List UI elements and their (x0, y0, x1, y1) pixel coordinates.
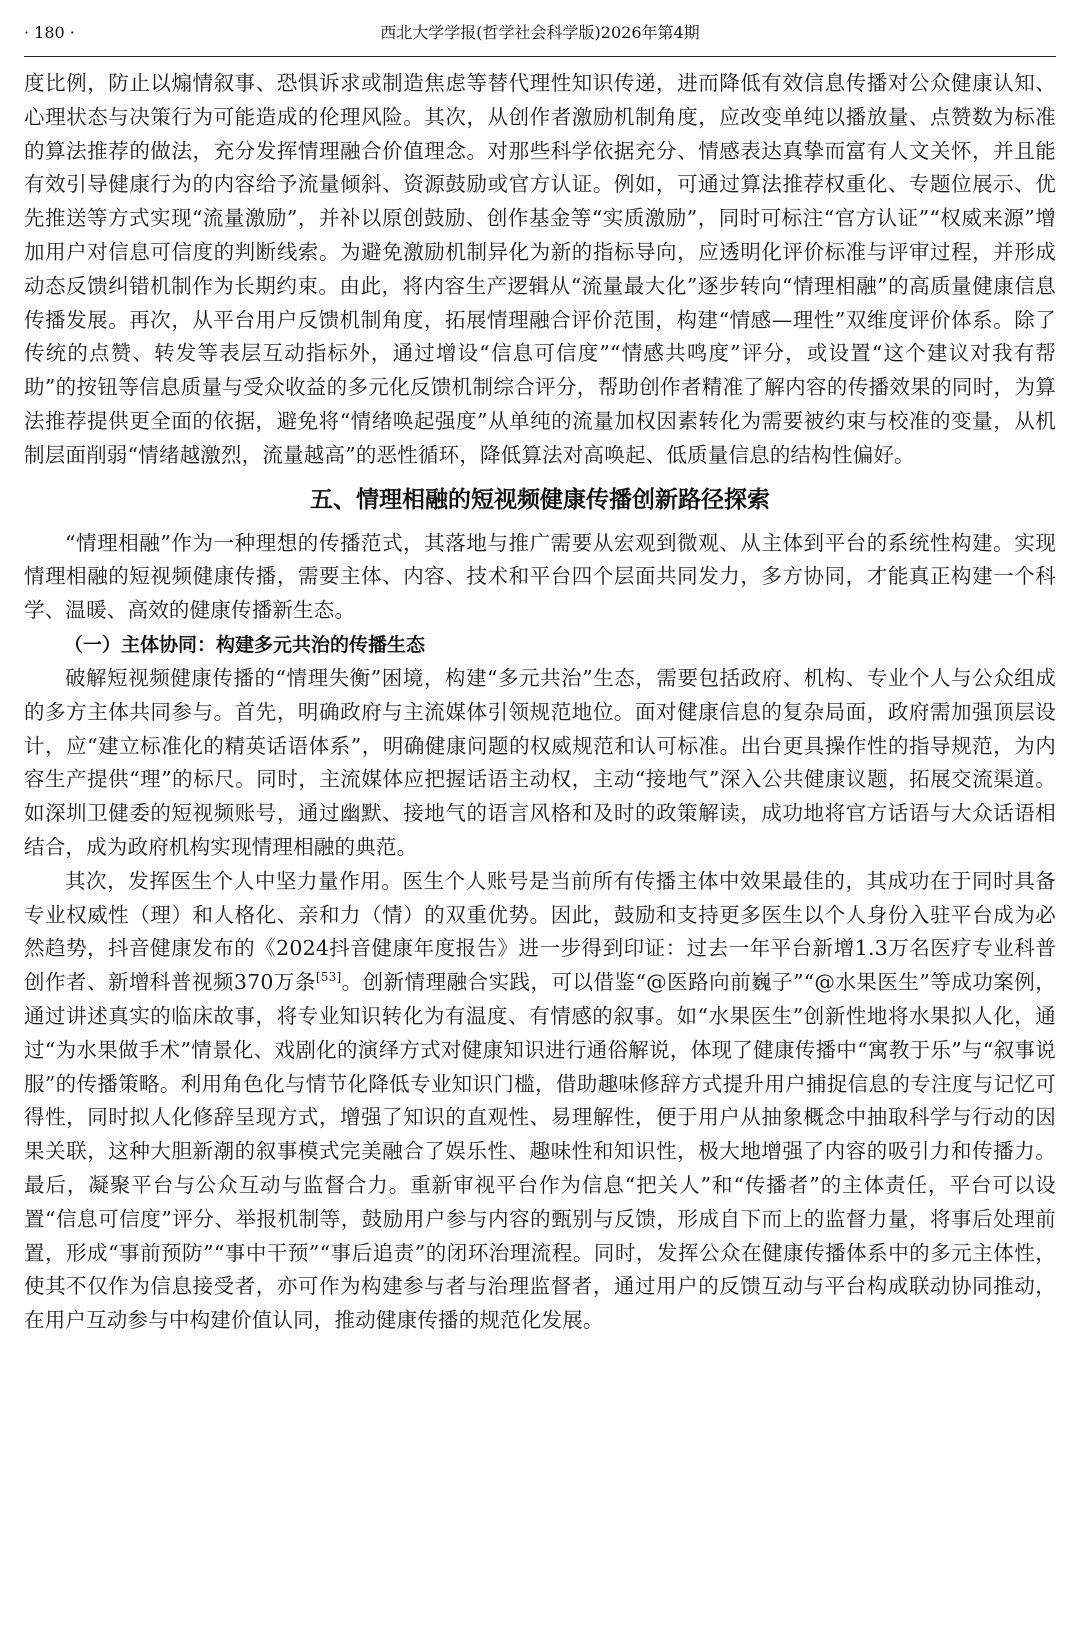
page-number: · 180 · (24, 23, 75, 42)
section-heading: 五、情理相融的短视频健康传播创新路径探索 (310, 486, 770, 513)
header-rule (24, 56, 1056, 57)
journal-title: 西北大学学报(哲学社会科学版)2026年第4期 (380, 23, 700, 42)
running-header (24, 18, 1056, 48)
paragraph-text-part-b: 。创新情理融合实践，可以借鉴“@医路向前巍子”“@水果医生”等成功案例，通过讲述真实的临床故事，将专业知识转化为有温度、有情感的叙事。如“水果医生”创新性地将水果拟人化，通过“为水果做手术”情景化、戏剧化的演绎方式对健康知识进行通俗解说，体现了健康传播中“寓教于乐”与“叙事说服”的传播策略。利用角色化与情节化降低专业知识门槛，借助趣味修辞方式提升用户捕捉信息的专注度与记忆可得性，同时拟人化修辞呈现方式，增强了知识的直观性、易理解性，便于用户从抽象概念中抽取科学与行动的因果关联，这种大胆新潮的叙事模式完美融合了娱乐性、趣味性和知识性，极大地增强了内容的吸引力和传播力。最后，凝聚平台与公众互动与监督合力。重新审视平台作为信息“把关人”和“传播者”的主体责任，平台可以设置“信息可信度”评分、举报机制等，鼓励用户参与内容的甄别与反馈，形成自下而上的监督力量，将事后处理前置，形成“事前预防”“事中干预”“事后追责”的闭环治理流程。同时，发挥公众在健康传播体系中的多元主体性，使其不仅作为信息接受者，亦可作为构建参与者与治理监督者，通过用户的反馈互动与平台构成联动协同推动，在用户互动参与中构建价值认同，推动健康传播的规范化发展。 (24, 970, 1056, 1333)
section-intro-paragraph: “情理相融”作为一种理想的传播范式，其落地与推广需要从宏观到微观、从主体到平台的系统性构建。实现情理相融的短视频健康传播，需要主体、内容、技术和平台四个层面共同发力，多方协同，才能真正构建一个科学、温暖、高效的健康传播新生态。 (24, 530, 1056, 623)
subsection-heading: （一）主体协同：构建多元共治的传播生态 (64, 633, 426, 656)
article-body (24, 67, 1056, 1338)
citation-reference[interactable]: [53] (315, 970, 342, 985)
paragraph-continued: 度比例，防止以煽情叙事、恐惧诉求或制造焦虑等替代理性知识传递，进而降低有效信息传播对公众健康认知、心理状态与决策行为可能造成的伦理风险。其次，从创作者激励机制角度，应改变单纯以播放量、点赞数为标准的算法推荐的做法，充分发挥情理融合价值理念。对那些科学依据充分、情感表达真挚而富有人文关怀，并且能有效引导健康行为的内容给予流量倾斜、资源鼓励或官方认证。例如，可通过算法推荐权重化、专题位展示、优先推送等方式实现“流量激励”，并补以原创鼓励、创作基金等“实质激励”，同时可标注“官方认证”“权威来源”增加用户对信息可信度的判断线索。为避免激励机制异化为新的指标导向，应透明化评价标准与评审过程，并形成动态反馈纠错机制作为长期约束。由此，将内容生产逻辑从“流量最大化”逐步转向“情理相融”的高质量健康信息传播发展。再次，从平台用户反馈机制角度，拓展情理融合评价范围，构建“情感—理性”双维度评价体系。除了传统的点赞、转发等表层互动指标外，通过增设“信息可信度”“情感共鸣度”评分，或设置“这个建议对我有帮助”的按钮等信息质量与受众收益的多元化反馈机制综合评分，帮助创作者精准了解内容的传播效果的同时，为算法推荐提供更全面的依据，避免将“情绪唤起强度”从单纯的流量加权因素转化为需要被约束与校准的变量，从机制层面削弱“情绪越激烈，流量越高”的恶性循环，降低算法对高唤起、低质量信息的结构性偏好。 (24, 71, 1056, 467)
paragraph-text-part-a: 其次，发挥医生个人中坚力量作用。医生个人账号是当前所有传播主体中效果最佳的，其成功在于同时具备专业权威性（理）和人格化、亲和力（情）的双重优势。因此，鼓励和支持更多医生以个人身份入驻平台成为必然趋势，抖音健康发布的《2024抖音健康年度报告》进一步得到印证：过去一年平台新增1.3万名医疗专业科普创作者、新增科普视频370万条 (24, 868, 1056, 995)
paragraph-subject-coordination: 破解短视频健康传播的“情理失衡”困境，构建“多元共治”生态，需要包括政府、机构、专业个人与公众组成的多方主体共同参与。首先，明确政府与主流媒体引领规范地位。面对健康信息的复杂局面，政府需加强顶层设计，应“建立标准化的精英话语体系”，明确健康问题的权威规范和认可标准。出台更具操作性的指导规范，为内容生产提供“理”的标尺。同时，主流媒体应把握话语主动权，主动“接地气”深入公共健康议题，拓展交流渠道。如深圳卫健委的短视频账号，通过幽默、接地气的语言风格和及时的政策解读，成功地将官方话语与大众话语相结合，成为政府机构实现情理相融的典范。 (24, 665, 1056, 859)
paragraph-doctor-role (24, 865, 1056, 1338)
